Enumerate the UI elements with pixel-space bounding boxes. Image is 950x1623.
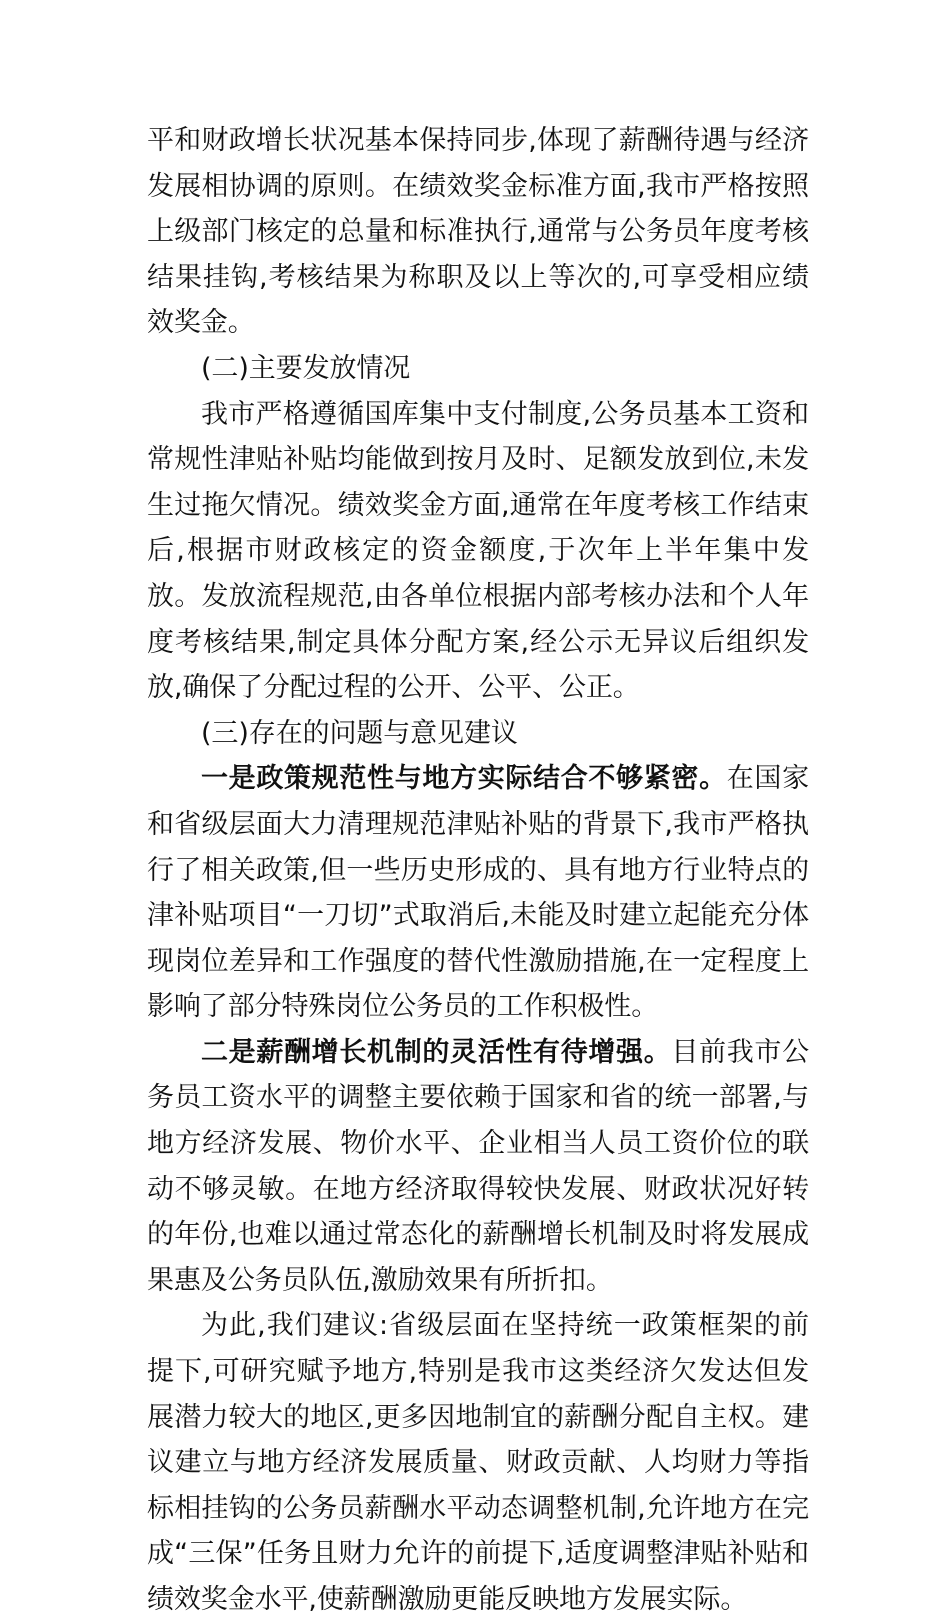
section-heading-payment-status: (二)主要发放情况 [201,352,411,384]
problem-one-lead: 一是政策规范性与地方实际结合不够紧密。 [201,763,727,795]
paragraph-problem-one [147,756,809,1030]
section-heading-problems-suggestions: (三)存在的问题与意见建议 [201,717,518,749]
document-body [147,118,809,1623]
paragraph-problem-two [147,1030,809,1304]
problem-one-body: 在国家和省级层面大力清理规范津贴补贴的背景下,我市严格执行了相关政策,但一些历史形成的、具有地方行业特点的津补贴项目“一刀切”式取消后,未能及时建立起能充分体现岗位差异和工作强度的替代性激励措施,在一定程度上影响了部分特殊岗位公务员的工作积极性。 [147,763,809,1023]
paragraph-salary-standards: 平和财政增长状况基本保持同步,体现了薪酬待遇与经济发展相协调的原则。在绩效奖金标准方面,我市严格按照上级部门核定的总量和标准执行,通常与公务员年度考核结果挂钩,考核结果为称职及以上等次的,可享受相应绩效奖金。 [147,125,809,339]
paragraph-payment-status: 我市严格遵循国库集中支付制度,公务员基本工资和常规性津贴补贴均能做到按月及时、足额发放到位,未发生过拖欠情况。绩效奖金方面,通常在年度考核工作结束后,根据市财政核定的资金额度,于次年上半年集中发放。发放流程规范,由各单位根据内部考核办法和个人年度考核结果,制定具体分配方案,经公示无异议后组织发放,确保了分配过程的公开、公平、公正。 [147,398,809,704]
problem-two-lead: 二是薪酬增长机制的灵活性有待增强。 [201,1036,672,1068]
problem-two-body: 目前我市公务员工资水平的调整主要依赖于国家和省的统一部署,与地方经济发展、物价水平、企业相当人员工资价位的联动不够灵敏。在地方经济取得较快发展、财政状况好转的年份,也难以通过常态化的薪酬增长机制及时将发展成果惠及公务员队伍,激励效果有所折扣。 [147,1036,809,1296]
paragraph-suggestions: 为此,我们建议:省级层面在坚持统一政策框架的前提下,可研究赋予地方,特别是我市这类经济欠发达但发展潜力较大的地区,更多因地制宜的薪酬分配自主权。建议建立与地方经济发展质量、财政贡献、人均财力等指标相挂钩的公务员薪酬水平动态调整机制,允许地方在完成“三保”任务且财力允许的前提下,适度调整津贴补贴和绩效奖金水平,使薪酬激励更能反映地方发展实际。 [147,1310,809,1615]
